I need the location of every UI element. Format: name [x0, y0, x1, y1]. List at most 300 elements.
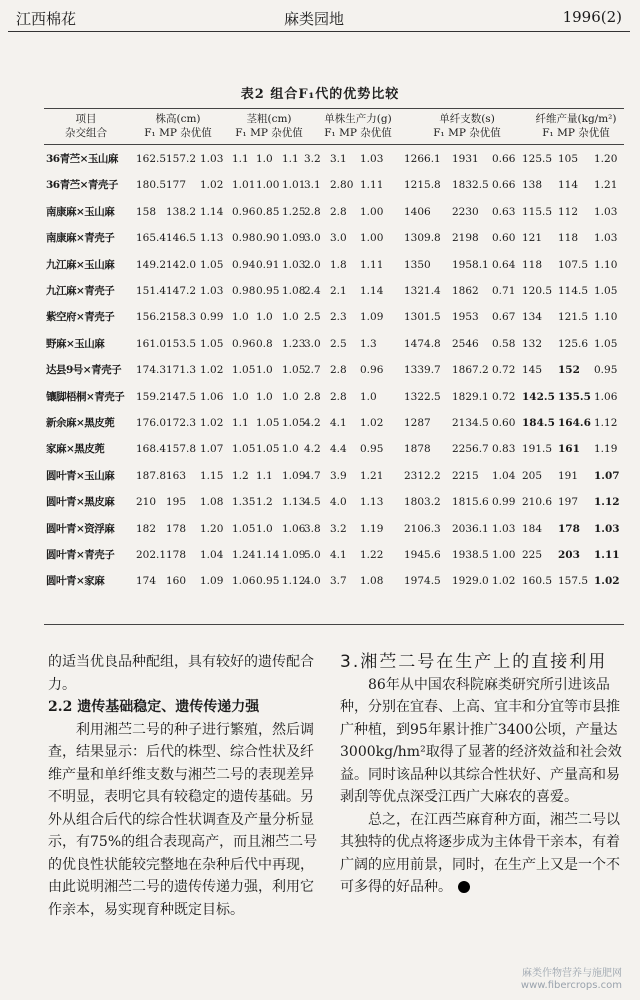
row-label: 圆叶青×家麻 — [46, 575, 105, 588]
row-label: 36青苎×青壳子 — [46, 179, 118, 192]
table-cell: 1.12 — [594, 417, 618, 429]
table-cell: 0.67 — [492, 311, 516, 324]
table-cell: 1.21 — [360, 469, 384, 482]
table-cell: 178 — [166, 549, 187, 561]
table-cell: 121.5 — [558, 311, 589, 324]
table-cell: 1.04 — [492, 469, 516, 482]
table-cell: 147.5 — [166, 390, 197, 403]
table-cell: 125.5 — [522, 153, 553, 165]
table-cell: 4.0 — [304, 575, 321, 588]
watermark — [521, 968, 622, 992]
table-cell: 1.19 — [594, 443, 618, 456]
table-cell: 184.5 — [522, 417, 555, 429]
table-cell: 1474.8 — [404, 337, 441, 350]
table-cell: 177 — [166, 179, 187, 192]
table-cell: 205 — [522, 469, 543, 482]
table-cell: 2.3 — [330, 311, 347, 324]
watermark-line1: 麻类作物营养与施肥网 — [522, 968, 622, 979]
section-heading: 3.湘苎二号在生产上的直接利用 — [340, 652, 608, 672]
table-cell: 159.2 — [136, 390, 167, 403]
table-row — [0, 205, 640, 219]
table-cell: 4.7 — [304, 469, 321, 482]
table-cell: 1322.5 — [404, 390, 441, 403]
table-row — [0, 363, 640, 377]
row-label: 九江麻×青壳子 — [46, 285, 115, 297]
table-cell: 1.14 — [360, 285, 384, 297]
table-cell: 162.5 — [136, 153, 167, 165]
table-cell: 151.4 — [136, 285, 167, 297]
table-cell: 1815.6 — [452, 496, 489, 509]
table-cell: 4.1 — [330, 417, 347, 429]
table-cell: 152 — [558, 364, 580, 377]
header-line2: F₁ MP 杂优值 — [433, 127, 501, 139]
table-cell: 0.66 — [492, 153, 516, 165]
table-cell: 176.0 — [136, 417, 167, 429]
table-cell: 163 — [166, 469, 187, 482]
header-line2: F₁ MP 杂优值 — [235, 127, 303, 139]
table-cell: 161 — [558, 443, 580, 456]
table-cell: 225 — [522, 549, 543, 561]
header-line1: 单纤支数(s) — [439, 113, 495, 125]
table-cell: 120.5 — [522, 285, 553, 297]
table-cell: 191.5 — [522, 443, 553, 456]
table-cell: 114.5 — [558, 285, 589, 297]
table-cell: 168.4 — [136, 443, 167, 456]
table-cell: 1.00 — [492, 549, 516, 561]
end-of-article-mark — [458, 881, 470, 893]
paragraph: 86年从中国农科院麻类研究所引进该品种，分别在宜春、上高、宜丰和分宜等市县推广种植，到95年累计推广3400公顷，产量达3000kg/hm²取得了显著的经济效益和社会效益。同时该品种以其综合性状好、产量高和易剥刮等优点深受江西广大麻农的喜爱。 — [340, 676, 622, 805]
right-column — [340, 651, 622, 899]
row-label: 紫空府×青壳子 — [46, 311, 115, 324]
table-cell: 1.05 — [200, 258, 224, 271]
table-cell: 2230 — [452, 205, 479, 218]
table-cell: 1.02 — [200, 364, 224, 377]
table-cell: 1.15 — [200, 469, 224, 482]
table-cell: 145 — [522, 364, 543, 377]
table-cell: 1.03 — [492, 522, 516, 535]
table-cell: 1.11 — [360, 258, 384, 271]
row-label: 圆叶青×玉山麻 — [46, 469, 115, 482]
table-cell: 1.06 — [200, 390, 224, 403]
table-row — [0, 442, 640, 456]
table-cell: 2106.3 — [404, 522, 441, 535]
table-cell: 3.2 — [304, 153, 321, 165]
table-cell: 1.08 — [282, 285, 306, 297]
table-cell: 2.8 — [330, 364, 347, 377]
table-cell: 210 — [136, 496, 157, 509]
table-cell: 202.1 — [136, 549, 167, 561]
table-row — [0, 258, 640, 272]
table-cell: 1.0 — [232, 390, 249, 403]
row-label: 圆叶青×黑皮麻 — [46, 496, 115, 509]
table-cell: 1953 — [452, 311, 479, 324]
table-cell: 4.2 — [304, 417, 321, 429]
header-line1: 茎粗(cm) — [246, 113, 292, 125]
table-cell: 0.71 — [492, 285, 516, 297]
table-cell: 1.05 — [256, 417, 280, 429]
table-cell: 2256.7 — [452, 443, 489, 456]
header-cell-fiber-count — [408, 112, 526, 140]
table-cell: 1.22 — [360, 549, 384, 561]
row-label: 九江麻×玉山麻 — [46, 258, 115, 271]
table-cell: 3.1 — [330, 153, 347, 165]
table-row — [0, 469, 640, 483]
table-cell: 2.8 — [330, 205, 347, 218]
table-cell: 1.09 — [200, 575, 224, 588]
table-cell: 1.05 — [232, 522, 256, 535]
table-cell: 2134.5 — [452, 417, 489, 429]
table-cell: 1.09 — [282, 549, 306, 561]
table-cell: 1.2 — [256, 496, 273, 509]
table-cell: 1.03 — [200, 285, 224, 297]
table-cell: 1321.4 — [404, 285, 441, 297]
table-cell: 134 — [522, 311, 543, 324]
table-cell: 1.0 — [282, 443, 299, 456]
table-row — [0, 310, 640, 324]
table-cell: 0.8 — [256, 337, 273, 350]
table-cell: 1.20 — [594, 153, 618, 165]
table-cell: 1.03 — [282, 258, 306, 271]
table-cell: 1339.7 — [404, 364, 441, 377]
table-cell: 3.0 — [304, 337, 321, 350]
table-cell: 1.05 — [232, 443, 256, 456]
issue-number: 1996(2) — [562, 8, 622, 26]
table-cell: 3.8 — [304, 522, 321, 535]
row-label: 圆叶青×资浮麻 — [46, 522, 115, 535]
table-cell: 115.5 — [522, 205, 553, 218]
table-cell: 1.05 — [282, 417, 306, 429]
header-rule — [8, 31, 630, 32]
table-cell: 146.5 — [166, 232, 197, 245]
table-cell: 1.02 — [492, 575, 516, 588]
table-cell: 184 — [522, 522, 543, 535]
table-cell: 203 — [558, 549, 580, 561]
table-cell: 210.6 — [522, 496, 553, 509]
table-cell: 4.2 — [304, 443, 321, 456]
table-cell: 3.7 — [330, 575, 347, 588]
table-cell: 2.0 — [304, 258, 321, 271]
row-label: 镶脚梧桐×青壳子 — [46, 390, 125, 403]
table-cell: 161.0 — [136, 337, 167, 350]
table-cell: 118 — [522, 258, 543, 271]
table-cell: 178 — [166, 522, 187, 535]
table-cell: 1.0 — [256, 522, 273, 535]
watermark-line2: www.fibercrops.com — [520, 980, 622, 991]
table-cell: 1.21 — [594, 179, 618, 192]
journal-name: 江西棉花 — [16, 10, 77, 28]
table-row — [0, 337, 640, 351]
table-title: 表2 组合F₁代的优势比较 — [240, 87, 400, 102]
table-cell: 135.5 — [558, 390, 591, 403]
table-row — [0, 284, 640, 298]
table-cell: 1803.2 — [404, 496, 441, 509]
table-cell: 1.03 — [594, 205, 618, 218]
table-cell: 1.1 — [282, 153, 299, 165]
table-cell: 153.5 — [166, 337, 197, 350]
table-cell: 1.25 — [282, 205, 306, 218]
table-cell: 0.90 — [256, 232, 280, 245]
table-cell: 1.08 — [200, 496, 224, 509]
table-cell: 0.85 — [256, 205, 280, 218]
table-cell: 158.3 — [166, 311, 197, 324]
table-cell: 1867.2 — [452, 364, 489, 377]
table-cell: 2.1 — [330, 285, 347, 297]
table-cell: 1.1 — [232, 153, 249, 165]
header-line1: 纤维产量(kg/m²) — [535, 113, 617, 125]
table-cell: 1.12 — [282, 575, 306, 588]
table-cell: 4.0 — [330, 496, 347, 509]
header-line1: 单株生产力(g) — [324, 113, 392, 125]
table-cell: 1.02 — [200, 417, 224, 429]
header-cell-productivity — [310, 112, 406, 140]
table-cell: 1.02 — [200, 179, 224, 192]
table-cell: 1.00 — [360, 232, 384, 245]
table-cell: 1.24 — [232, 549, 256, 561]
table-cell: 0.66 — [492, 179, 516, 192]
table-cell: 1406 — [404, 205, 431, 218]
table-cell: 1.06 — [232, 575, 256, 588]
table-cell: 0.83 — [492, 443, 516, 456]
table-cell: 0.95 — [594, 364, 618, 377]
table-cell: 1.05 — [200, 337, 224, 350]
table-cell: 1.02 — [594, 575, 620, 588]
row-label: 野麻×玉山麻 — [46, 337, 105, 350]
table-cell: 118 — [558, 232, 579, 245]
table-cell: 3.2 — [330, 522, 347, 535]
table-cell: 1.08 — [360, 575, 384, 588]
table-cell: 0.98 — [232, 285, 256, 297]
table-cell: 1309.8 — [404, 232, 441, 245]
table-cell: 187.8 — [136, 469, 167, 482]
table-cell: 2.7 — [304, 364, 321, 377]
table-cell: 1.07 — [594, 469, 620, 482]
table-cell: 2.8 — [304, 390, 321, 403]
table-cell: 1.20 — [200, 522, 224, 535]
table-cell: 0.95 — [256, 575, 280, 588]
table-cell: 1.05 — [594, 337, 618, 350]
left-column — [48, 651, 326, 921]
table-cell: 0.72 — [492, 390, 516, 403]
table-cell: 1.8 — [330, 258, 347, 271]
table-cell: 1862 — [452, 285, 479, 297]
table-cell: 1.09 — [360, 311, 384, 324]
paragraph: 利用湘苎二号的种子进行繁殖，然后调查，结果显示：后代的株型、综合性状及纤维产量和单纤维支数与湘苎二号的表现差异不明显，表明它具有较稳定的遗传基础。另外从组合后代的综合性状调查及产量分析显示，有75%的组合表现高产，而且湘苎二号的优良性状能较完整地在杂种后代中再现，由此说明湘苎二号的遗传传递力强，利用它作亲本，易实现育种既定目标。 — [48, 721, 318, 918]
table-cell: 1.13 — [282, 496, 306, 509]
table-cell: 1.06 — [282, 522, 306, 535]
table-cell: 1945.6 — [404, 549, 441, 561]
table-cell: 1.23 — [282, 337, 306, 350]
header-cell-height — [128, 112, 228, 140]
table-cell: 2312.2 — [404, 469, 441, 482]
table-cell: 172.3 — [166, 417, 197, 429]
table-cell: 1215.8 — [404, 179, 441, 192]
table-cell: 3.9 — [330, 469, 347, 482]
table-cell: 1.11 — [594, 549, 620, 561]
table-cell: 2.80 — [330, 179, 354, 192]
table-cell: 0.96 — [232, 337, 256, 350]
table-cell: 1.2 — [232, 469, 249, 482]
table-cell: 1.13 — [360, 496, 384, 509]
table-cell: 1.0 — [256, 311, 273, 324]
table-cell: 1.05 — [594, 285, 618, 297]
table-cell: 157.8 — [166, 443, 197, 456]
table-cell: 178 — [558, 522, 580, 535]
table-cell: 0.58 — [492, 337, 516, 350]
table-cell: 0.99 — [492, 496, 516, 509]
table-cell: 1.35 — [232, 496, 256, 509]
table-cell: 0.60 — [492, 417, 516, 429]
table-cell: 105 — [558, 153, 579, 165]
table-cell: 147.2 — [166, 285, 197, 297]
table-cell: 1.03 — [360, 153, 384, 165]
table-cell: 165.4 — [136, 232, 167, 245]
running-header — [12, 8, 624, 30]
table-cell: 160.5 — [522, 575, 553, 588]
table-cell: 1.09 — [282, 232, 306, 245]
table-cell: 182 — [136, 522, 157, 535]
table-cell: 142.5 — [522, 390, 555, 403]
table-cell: 180.5 — [136, 179, 167, 192]
header-line1: 株高(cm) — [155, 113, 201, 125]
table-row — [0, 231, 640, 245]
table-cell: 0.91 — [256, 258, 280, 271]
table-cell: 0.94 — [232, 258, 256, 271]
table-cell: 156.2 — [136, 311, 167, 324]
table-cell: 107.5 — [558, 258, 589, 271]
table-cell: 0.99 — [200, 311, 224, 324]
table-cell: 1.1 — [232, 417, 249, 429]
table-cell: 1878 — [404, 443, 431, 456]
table-cell: 1.14 — [256, 549, 280, 561]
table-cell: 121 — [522, 232, 543, 245]
table-cell: 1.02 — [360, 417, 384, 429]
table-row — [0, 574, 640, 588]
table-cell: 197 — [558, 496, 579, 509]
row-label: 新余麻×黑皮蔸 — [46, 417, 115, 429]
table-cell: 1301.5 — [404, 311, 441, 324]
table-cell: 1.04 — [200, 549, 224, 561]
table-cell: 2546 — [452, 337, 479, 350]
table-cell: 1.00 — [256, 179, 280, 192]
table-cell: 0.96 — [360, 364, 384, 377]
table-cell: 1.0 — [232, 311, 249, 324]
table-cell: 1.03 — [594, 232, 618, 245]
table-row — [0, 390, 640, 404]
table-cell: 1.0 — [256, 364, 273, 377]
table-cell: 1.14 — [200, 205, 224, 218]
table-cell: 195 — [166, 496, 187, 509]
table-cell: 2.8 — [330, 390, 347, 403]
table-cell: 2.8 — [304, 205, 321, 218]
table-cell: 0.96 — [232, 205, 256, 218]
table-cell: 2036.1 — [452, 522, 489, 535]
table-cell: 171.3 — [166, 364, 197, 377]
table-cell: 0.60 — [492, 232, 516, 245]
table-row — [0, 548, 640, 562]
table-cell: 1287 — [404, 417, 431, 429]
table-cell: 114 — [558, 179, 579, 192]
table-bottom-rule — [44, 624, 624, 625]
table-cell: 1.01 — [232, 179, 256, 192]
table-cell: 0.64 — [492, 258, 516, 271]
table-cell: 1.05 — [232, 364, 256, 377]
table-header-rule — [44, 144, 624, 145]
table-cell: 149.2 — [136, 258, 167, 271]
table-row — [0, 152, 640, 166]
header-line2: F₁ MP 杂优值 — [324, 127, 392, 139]
paragraph — [340, 809, 622, 899]
table-cell: 191 — [558, 469, 579, 482]
table-cell: 1974.5 — [404, 575, 441, 588]
table-cell: 1829.1 — [452, 390, 489, 403]
header-cell-fiber-yield — [526, 112, 626, 140]
table-top-rule — [44, 108, 624, 109]
table-cell: 1.10 — [594, 311, 618, 324]
table-cell: 138.2 — [166, 205, 197, 218]
table-cell: 174 — [136, 575, 157, 588]
table-cell: 142.0 — [166, 258, 197, 271]
table-cell: 3.0 — [330, 232, 347, 245]
header-line2: F₁ MP 杂优值 — [542, 127, 610, 139]
row-label: 家麻×黑皮蔸 — [46, 443, 105, 456]
table-cell: 1.10 — [594, 258, 618, 271]
table-cell: 1.03 — [594, 522, 620, 535]
header-line1: 项目 — [75, 113, 97, 125]
table-cell: 2.4 — [304, 285, 321, 297]
table-cell: 1.01 — [282, 179, 306, 192]
table-cell: 2215 — [452, 469, 479, 482]
table-cell: 1.3 — [360, 337, 377, 350]
table-cell: 138 — [522, 179, 543, 192]
table-cell: 1931 — [452, 153, 479, 165]
table-cell: 3.1 — [304, 179, 321, 192]
table-cell: 1832.5 — [452, 179, 489, 192]
table-cell: 157.2 — [166, 153, 197, 165]
table-cell: 1266.1 — [404, 153, 441, 165]
table-cell: 164.6 — [558, 417, 591, 429]
table-cell: 1.0 — [256, 390, 273, 403]
header-cell-stem — [228, 112, 310, 140]
table-row — [0, 178, 640, 192]
table-cell: 160 — [166, 575, 187, 588]
table-cell: 1.0 — [282, 311, 299, 324]
table-cell: 0.95 — [360, 443, 384, 456]
row-label: 达县9号×青壳子 — [46, 364, 122, 377]
row-label: 南康麻×青壳子 — [46, 232, 115, 245]
table-cell: 1938.5 — [452, 549, 489, 561]
table-cell: 1.07 — [200, 443, 224, 456]
table-cell: 1.12 — [594, 496, 620, 509]
table-cell: 1.03 — [200, 153, 224, 165]
table-cell: 2198 — [452, 232, 479, 245]
table-cell: 1.13 — [200, 232, 224, 245]
table-cell: 1.11 — [360, 179, 384, 192]
table-cell: 112 — [558, 205, 579, 218]
row-label: 36青苎×玉山麻 — [46, 153, 118, 165]
table-cell: 1.09 — [282, 469, 306, 482]
table-cell: 0.98 — [232, 232, 256, 245]
table-cell: 4.4 — [330, 443, 347, 456]
row-label: 南康麻×玉山麻 — [46, 205, 115, 218]
table-cell: 0.72 — [492, 364, 516, 377]
table-cell: 132 — [522, 337, 543, 350]
table-cell: 2.5 — [330, 337, 347, 350]
table-row — [0, 416, 640, 430]
table-cell: 3.0 — [304, 232, 321, 245]
table-cell: 0.63 — [492, 205, 516, 218]
table-cell: 1350 — [404, 258, 431, 271]
paragraph: 的适当优良品种配组，具有较好的遗传配合力。 — [48, 654, 314, 693]
